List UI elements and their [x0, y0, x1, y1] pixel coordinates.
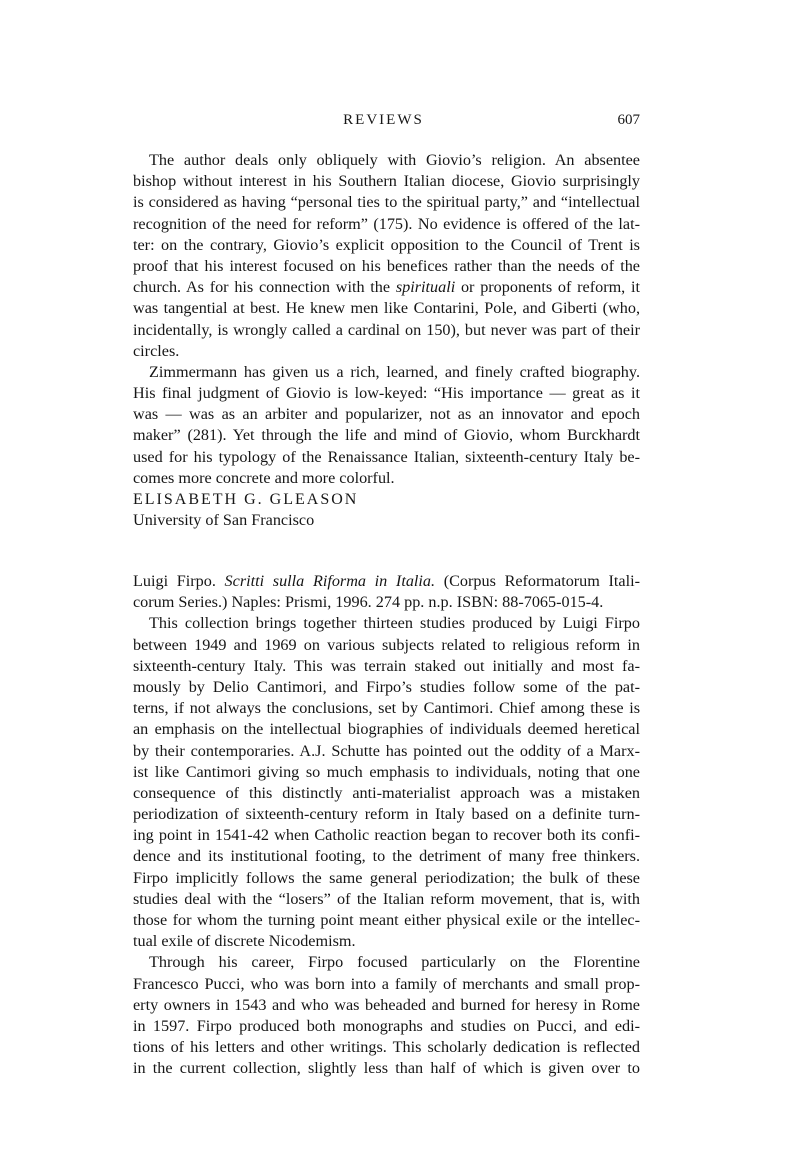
text-segment: ist like Cantimori giving so much emphasis to individuals, noting that one	[133, 762, 640, 781]
reviewer-name: ELISABETH G. GLEASON	[133, 491, 359, 508]
text-segment: Firpo implicitly follows the same general periodization; the bulk of these	[133, 868, 640, 887]
paragraph	[133, 613, 640, 952]
text-segment: This collection brings together thirteen studies produced by Luigi Firpo	[149, 614, 640, 633]
review-firpo	[133, 571, 640, 1080]
text-line	[133, 635, 640, 656]
text-segment: sixteenth-century Italy. This was terrain staked out initially and most fa-	[133, 656, 640, 675]
text-line	[133, 931, 640, 952]
text-segment: Luigi Firpo.	[133, 572, 225, 590]
text-line	[133, 277, 640, 298]
text-segment: an emphasis on the intellectual biographies of individuals deemed heretical	[133, 720, 640, 739]
text-segment: in the current collection, slightly less than half of which is given over to	[133, 1059, 640, 1078]
text-segment: studies deal with the “losers” of the Italian reform movement, that is, with	[133, 889, 640, 908]
text-line	[133, 846, 640, 867]
text-segment: or proponents of reform, it	[455, 278, 640, 297]
text-line	[133, 592, 640, 613]
text-line	[133, 804, 640, 825]
text-line	[133, 150, 640, 171]
text-line	[133, 762, 640, 783]
text-line	[133, 235, 640, 256]
text-segment: Francesco Pucci, who was born into a family of merchants and small prop-	[133, 974, 640, 993]
text-line	[133, 171, 640, 192]
reviewer-affiliation: University of San Francisco	[133, 511, 315, 530]
review-body	[133, 150, 640, 489]
running-title: REVIEWS	[343, 112, 424, 128]
text-line	[133, 889, 640, 910]
text-line	[133, 298, 640, 319]
text-segment: maker” (281). Yet through the life and mind of Giovio, whom Burckhardt	[133, 426, 640, 445]
text-line	[133, 719, 640, 740]
text-line	[133, 404, 640, 425]
paragraph	[133, 952, 640, 1079]
text-segment: ing point in 1541-42 when Catholic reaction began to recover both its confi-	[133, 826, 640, 845]
text-line	[133, 192, 640, 213]
book-citation	[133, 571, 640, 613]
text-segment: church. As for his connection with the	[133, 278, 396, 297]
text-segment: corum Series.) Naples: Prismi, 1996. 274 pp. n.p. ISBN: 88-7065-015-4.	[133, 593, 604, 612]
text-segment: tions of his letters and other writings. This scholarly dedication is reflected	[133, 1038, 640, 1057]
text-line	[133, 783, 640, 804]
text-segment: The author deals only obliquely with Giovio’s religion. An absentee	[149, 151, 640, 169]
text-segment: bishop without interest in his Southern Italian diocese, Giovio surprisingly	[133, 172, 640, 191]
text-line	[133, 910, 640, 931]
text-segment: circles.	[133, 341, 180, 360]
text-line	[133, 995, 640, 1016]
text-segment: is considered as having “personal ties to the spiritual party,” and “intellectual	[133, 193, 640, 212]
italic-text: Scritti sulla Riforma in Italia.	[224, 572, 436, 590]
text-segment: between 1949 and 1969 on various subjects related to religious reform in	[133, 635, 640, 654]
text-segment: in 1597. Firpo produced both monographs and studies on Pucci, and edi-	[133, 1016, 640, 1035]
text-segment: was — was as an arbiter and popularizer, not as an innovator and epoch	[133, 405, 640, 424]
text-segment: consequence of this distinctly anti-materialist approach was a mistaken	[133, 783, 640, 802]
text-line	[133, 362, 640, 383]
text-line	[133, 256, 640, 277]
text-line	[133, 868, 640, 889]
text-segment: was tangential at best. He knew men like Contarini, Pole, and Giberti (who,	[133, 299, 640, 318]
italic-text: spirituali	[395, 278, 456, 297]
text-segment: periodization of sixteenth-century reform in Italy based on a definite turn-	[133, 805, 640, 824]
text-segment: (Corpus Reformatorum Itali-	[435, 572, 640, 590]
text-segment: His final judgment of Giovio is low-keyed: “His importance — great as it	[133, 384, 640, 403]
text-segment: terns, if not always the conclusions, set by Cantimori. Chief among these is	[133, 699, 640, 718]
text-line	[133, 341, 640, 362]
text-segment: recognition of the need for reform” (175). No evidence is offered of the lat-	[133, 214, 640, 233]
text-segment: dence and its institutional footing, to the detriment of many free thinkers.	[133, 847, 640, 866]
text-segment: those for whom the turning point meant either physical exile or the intellec-	[133, 911, 640, 929]
text-segment: incidentally, is wrongly called a cardinal on 150), but never was part of their	[133, 320, 640, 339]
text-segment: proof that his interest focused on his benefices rather than the needs of the	[133, 256, 640, 275]
text-line	[133, 741, 640, 762]
text-line	[133, 468, 640, 489]
running-header	[133, 112, 640, 134]
text-line	[133, 214, 640, 235]
text-segment: comes more concrete and more colorful.	[133, 468, 395, 487]
text-line	[133, 1058, 640, 1079]
text-line	[133, 425, 640, 446]
review-gleason	[133, 150, 640, 531]
text-line	[133, 952, 640, 973]
text-segment: used for his typology of the Renaissance Italian, sixteenth-century Italy be-	[133, 447, 640, 466]
paragraph	[133, 362, 640, 489]
text-line	[133, 447, 640, 468]
text-segment: mously by Delio Cantimori, and Firpo’s studies follow some of the pat-	[133, 677, 640, 696]
paragraph	[133, 150, 640, 362]
text-segment: Zimmermann has given us a rich, learned, and finely crafted biography.	[149, 362, 640, 381]
text-segment: erty owners in 1543 and who was beheaded and burned for heresy in Rome	[133, 995, 640, 1014]
text-segment: by their contemporaries. A.J. Schutte has pointed out the oddity of a Marx-	[133, 741, 640, 760]
text-line	[133, 1016, 640, 1037]
text-line	[133, 698, 640, 719]
text-line	[133, 320, 640, 341]
text-line	[133, 656, 640, 677]
text-line	[133, 825, 640, 846]
text-line	[133, 383, 640, 404]
text-line	[133, 677, 640, 698]
review-body	[133, 613, 640, 1079]
text-line	[133, 1037, 640, 1058]
text-line	[133, 974, 640, 995]
text-segment: Through his career, Firpo focused particularly on the Florentine	[149, 953, 640, 972]
text-segment: ter: on the contrary, Giovio’s explicit opposition to the Council of Trent is	[133, 235, 640, 254]
text-line	[133, 571, 640, 592]
text-line	[133, 613, 640, 634]
page-number: 607	[617, 112, 640, 128]
text-segment: tual exile of discrete Nicodemism.	[133, 932, 356, 951]
